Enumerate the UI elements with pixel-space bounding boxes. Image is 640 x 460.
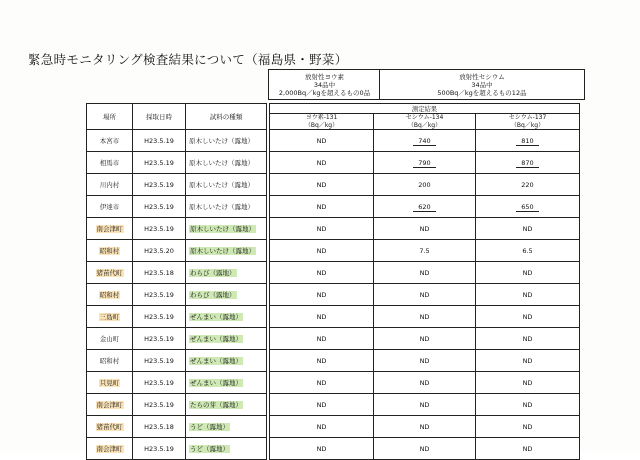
col-header-sample: 試料の種類: [186, 104, 267, 130]
cell-sample: [186, 306, 267, 328]
cell-cs134: [374, 372, 476, 394]
cell-iodine-text: ND: [316, 334, 327, 343]
cell-place: [87, 328, 133, 350]
cell-sample-text: わらび（露地）: [190, 269, 236, 277]
cell-iodine: [270, 152, 374, 174]
cell-cs137: [476, 218, 580, 240]
cell-iodine: [270, 240, 374, 262]
cell-date-text: H23.5.19: [144, 158, 174, 167]
cell-date: [133, 438, 186, 460]
cell-date-text: H23.5.20: [144, 246, 174, 255]
cell-cs134: [374, 284, 476, 306]
cell-cs134-text: ND: [419, 334, 430, 343]
cell-iodine: [270, 262, 374, 284]
table-row: [87, 240, 580, 262]
cell-cs134-text: 790: [413, 159, 435, 168]
cell-place: [87, 372, 133, 394]
cell-place-text: 本宮市: [99, 137, 120, 145]
col-header-iodine: [270, 114, 374, 130]
cell-cs137-text: ND: [522, 224, 533, 233]
cell-cs134-text: ND: [419, 444, 430, 453]
cell-place-text: 猪苗代町: [96, 269, 123, 277]
cell-cs137-text: ND: [522, 290, 533, 299]
cell-iodine-text: ND: [316, 312, 327, 321]
cell-cs134-text: 7.5: [419, 246, 430, 255]
col-header-measured: 測定結果: [270, 104, 580, 114]
cell-cs137: [476, 350, 580, 372]
cell-cs137: [476, 262, 580, 284]
cell-cs137-text: ND: [522, 422, 533, 431]
cell-sample: [186, 394, 267, 416]
cell-cs137-text: ND: [522, 444, 533, 453]
cell-cs137: [476, 152, 580, 174]
cell-sample: [186, 438, 267, 460]
cell-cs134-text: ND: [419, 224, 430, 233]
cell-cs137: [476, 284, 580, 306]
cell-iodine: [270, 284, 374, 306]
cell-cs134: [374, 350, 476, 372]
cell-iodine: [270, 174, 374, 196]
cell-sample: [186, 284, 267, 306]
table-row: [87, 152, 580, 174]
cell-date-text: H23.5.19: [144, 202, 174, 211]
cell-date-text: H23.5.19: [144, 290, 174, 299]
cell-place-text: 昭和村: [99, 247, 120, 255]
document-title: 緊急時モニタリング検査結果について（福島県・野菜）: [28, 52, 348, 67]
cell-cs137-text: ND: [522, 356, 533, 365]
cell-cs134: [374, 328, 476, 350]
cell-sample-text: 原木しいたけ（露地）: [189, 137, 254, 145]
cell-sample-text: わらび（露地）: [190, 291, 236, 299]
cell-sample: [186, 174, 267, 196]
cell-date-text: H23.5.19: [144, 136, 174, 145]
cell-cs134-text: ND: [419, 312, 430, 321]
cell-iodine: [270, 306, 374, 328]
cell-cs137: [476, 416, 580, 438]
cell-date: [133, 372, 186, 394]
cell-sample: [186, 240, 267, 262]
cell-place: [87, 130, 133, 152]
cell-date: [133, 416, 186, 438]
col-header-cs134: [374, 114, 476, 130]
cell-date: [133, 240, 186, 262]
cell-cs134: [374, 438, 476, 460]
cell-place: [87, 350, 133, 372]
iodine-summary-box: [268, 69, 381, 100]
cell-cs137-text: 810: [516, 137, 538, 146]
table-row: [87, 174, 580, 196]
cell-cs137-text: 870: [516, 159, 538, 168]
cell-date-text: H23.5.19: [144, 334, 174, 343]
cell-cs137: [476, 328, 580, 350]
cell-cs134: [374, 152, 476, 174]
cell-cs134-text: ND: [419, 356, 430, 365]
cell-date: [133, 196, 186, 218]
cell-iodine: [270, 394, 374, 416]
cell-date-text: H23.5.18: [144, 268, 174, 277]
cell-cs134: [374, 218, 476, 240]
cell-place-text: 猪苗代町: [96, 423, 123, 431]
cell-sample-text: ぜんまい（露地）: [190, 335, 242, 343]
cell-place-text: 昭和村: [99, 357, 120, 365]
cell-place: [87, 438, 133, 460]
cell-place-text: 伊達市: [99, 203, 120, 211]
cell-date: [133, 284, 186, 306]
col-header-place: 場所: [87, 104, 133, 130]
col-header-date: 採取日時: [133, 104, 186, 130]
cell-cs137-text: ND: [522, 268, 533, 277]
cell-iodine-text: ND: [316, 136, 327, 145]
cell-cs137-text: 220: [521, 180, 534, 189]
cell-iodine-text: ND: [316, 290, 327, 299]
table-row: [87, 218, 580, 240]
cell-iodine: [270, 350, 374, 372]
col-header-cs137: [476, 114, 580, 130]
cell-sample: [186, 328, 267, 350]
cell-date-text: H23.5.19: [144, 180, 174, 189]
cell-sample-text: たらの芽（露地）: [190, 401, 242, 409]
col-header-iodine-label: ヨウ素-131: [305, 114, 338, 121]
cell-cs134: [374, 394, 476, 416]
cell-iodine-text: ND: [316, 224, 327, 233]
cell-cs134: [374, 174, 476, 196]
cell-place: [87, 394, 133, 416]
cell-place: [87, 196, 133, 218]
cell-cs137: [476, 240, 580, 262]
cell-sample-text: うど（露地）: [190, 423, 229, 431]
cell-sample: [186, 130, 267, 152]
cell-iodine-text: ND: [316, 202, 327, 211]
cell-cs137-text: 650: [516, 203, 538, 212]
cell-date-text: H23.5.19: [144, 378, 174, 387]
cell-iodine-text: ND: [316, 378, 327, 387]
cell-sample-text: ぜんまい（露地）: [190, 357, 242, 365]
cell-iodine-text: ND: [316, 444, 327, 453]
cell-cs134-text: 200: [418, 180, 431, 189]
cell-cs134-text: 740: [413, 137, 435, 146]
col-header-cs137-label: セシウム-137: [508, 114, 547, 121]
cell-iodine: [270, 438, 374, 460]
cell-cs134: [374, 416, 476, 438]
cell-cs134-text: ND: [419, 268, 430, 277]
cell-date-text: H23.5.18: [144, 422, 174, 431]
table-row: [87, 306, 580, 328]
cell-date: [133, 130, 186, 152]
table-row: [87, 394, 580, 416]
cell-iodine: [270, 372, 374, 394]
cell-date: [133, 152, 186, 174]
cell-date-text: H23.5.19: [144, 356, 174, 365]
cell-sample-text: ぜんまい（露地）: [190, 313, 242, 321]
table-row: [87, 328, 580, 350]
cell-iodine-text: ND: [316, 246, 327, 255]
col-header-cs137-unit: （Bq／kg）: [510, 121, 545, 129]
cell-sample: [186, 416, 267, 438]
cesium-summary-label: 放射性セシウム: [459, 72, 505, 81]
cell-sample-text: 原木しいたけ（露地）: [189, 159, 254, 167]
cesium-summary-box: [379, 69, 585, 100]
cell-cs137-text: ND: [522, 378, 533, 387]
cell-cs137: [476, 372, 580, 394]
results-table: [86, 103, 580, 460]
cell-date-text: H23.5.19: [144, 444, 174, 453]
cell-cs137: [476, 130, 580, 152]
cell-cs134: [374, 306, 476, 328]
cell-sample-text: うど（露地）: [190, 445, 229, 453]
table-row: [87, 416, 580, 438]
cell-place: [87, 152, 133, 174]
cell-sample-text: 原木しいたけ（露地）: [189, 203, 254, 211]
cell-sample: [186, 196, 267, 218]
cell-cs134-text: ND: [419, 422, 430, 431]
cell-sample: [186, 218, 267, 240]
cell-place-text: 金山町: [99, 335, 120, 343]
col-header-iodine-unit: （Bq／kg）: [304, 121, 339, 129]
cell-place: [87, 240, 133, 262]
table-row: [87, 130, 580, 152]
cell-sample-text: 原木しいたけ（露地）: [189, 181, 254, 189]
cell-iodine-text: ND: [316, 158, 327, 167]
cell-iodine-text: ND: [316, 422, 327, 431]
cell-iodine-text: ND: [316, 180, 327, 189]
cell-cs134: [374, 262, 476, 284]
cell-iodine-text: ND: [316, 356, 327, 365]
cesium-summary-threshold: 500Bq／kgを超えるもの12品: [437, 88, 527, 97]
cell-sample: [186, 372, 267, 394]
cell-iodine: [270, 328, 374, 350]
cell-place-text: 川内村: [99, 181, 120, 189]
cell-sample: [186, 152, 267, 174]
table-row: [87, 350, 580, 372]
cell-cs137: [476, 174, 580, 196]
iodine-summary-count: 34品中: [313, 80, 336, 89]
cell-cs137: [476, 438, 580, 460]
cell-cs134-text: ND: [419, 290, 430, 299]
cell-iodine-text: ND: [316, 268, 327, 277]
table-row: [87, 284, 580, 306]
cell-date-text: H23.5.19: [144, 400, 174, 409]
cell-place: [87, 306, 133, 328]
cell-cs137-text: ND: [522, 400, 533, 409]
cell-cs137: [476, 196, 580, 218]
cell-iodine: [270, 196, 374, 218]
cell-cs134-text: ND: [419, 400, 430, 409]
cell-iodine: [270, 416, 374, 438]
cell-place: [87, 284, 133, 306]
results-table-body: [87, 130, 580, 460]
cell-place-text: 昭和村: [99, 291, 120, 299]
cell-place-text: 南会津町: [96, 401, 123, 409]
cell-sample: [186, 262, 267, 284]
cell-cs134: [374, 240, 476, 262]
cell-sample-text: ぜんまい（露地）: [190, 379, 242, 387]
iodine-summary-threshold: 2,000Bq／kgを超えるもの0品: [278, 88, 371, 97]
cell-cs137: [476, 306, 580, 328]
cell-sample: [186, 350, 267, 372]
cell-cs137-text: ND: [522, 312, 533, 321]
cell-cs137: [476, 394, 580, 416]
col-header-cs134-label: セシウム-134: [405, 114, 444, 121]
cell-place-text: 南会津町: [96, 445, 123, 453]
cell-cs134-text: ND: [419, 378, 430, 387]
col-header-cs134-unit: （Bq／kg）: [407, 121, 442, 129]
cell-cs134-text: 620: [413, 203, 435, 212]
cell-place: [87, 174, 133, 196]
cesium-summary-count: 34品中: [471, 80, 493, 89]
cell-date: [133, 306, 186, 328]
table-row: [87, 196, 580, 218]
cell-place: [87, 218, 133, 240]
cell-cs134: [374, 130, 476, 152]
cell-place-text: 三島町: [99, 313, 120, 321]
cell-place-text: 南会津町: [96, 225, 123, 233]
cell-iodine: [270, 218, 374, 240]
cell-sample-text: 原木しいたけ（露地）: [190, 225, 255, 233]
cell-date: [133, 394, 186, 416]
cell-iodine: [270, 130, 374, 152]
cell-date: [133, 262, 186, 284]
cell-place-text: 相馬市: [99, 159, 120, 167]
cell-cs134: [374, 196, 476, 218]
cell-sample-text: 原木しいたけ（露地）: [190, 247, 255, 255]
cell-cs137-text: 6.5: [522, 246, 533, 255]
cell-iodine-text: ND: [316, 400, 327, 409]
cell-date: [133, 174, 186, 196]
cell-date: [133, 350, 186, 372]
iodine-summary-label: 放射性ヨウ素: [305, 72, 344, 81]
cell-date: [133, 218, 186, 240]
cell-cs137-text: ND: [522, 334, 533, 343]
cell-place: [87, 416, 133, 438]
table-row: [87, 438, 580, 460]
table-row: [87, 372, 580, 394]
cell-date: [133, 328, 186, 350]
cell-place-text: 只見町: [99, 379, 120, 387]
cell-place: [87, 262, 133, 284]
table-row: [87, 262, 580, 284]
cell-date-text: H23.5.19: [144, 312, 174, 321]
cell-date-text: H23.5.19: [144, 224, 174, 233]
